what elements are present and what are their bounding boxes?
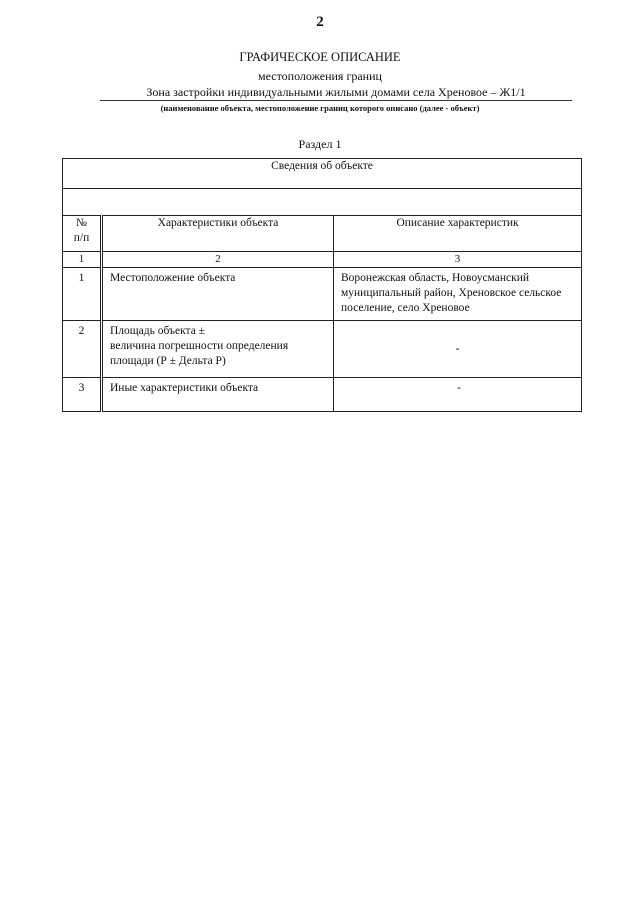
column-number-2: 2 (102, 252, 334, 268)
section-title: Раздел 1 (298, 137, 342, 151)
table-row (63, 268, 582, 321)
column-number-3: 3 (334, 252, 582, 268)
object-name-note: (наименование объекта, местоположение границ которого описано (далее - объект) (160, 103, 480, 113)
page-number: 2 (316, 14, 324, 30)
row-description: - (334, 378, 582, 412)
object-name: Зона застройки индивидуальными жилыми домами села Хреновое – Ж1/1 (146, 85, 526, 99)
row-description: Воронежская область, Новоусманский муниципальный район, Хреновское сельское поселение, село Хреновое (334, 268, 582, 321)
row-characteristic: Иные характеристики объекта (102, 378, 334, 412)
column-number-1: 1 (63, 252, 102, 268)
row-num: 1 (63, 268, 102, 321)
row-description: - (334, 321, 582, 378)
object-info-table (62, 158, 582, 412)
row-num: 2 (63, 321, 102, 378)
column-header-description: Описание характеристик (334, 216, 582, 252)
table-row (63, 378, 582, 412)
row-num: 3 (63, 378, 102, 412)
column-header-num: № п/п (63, 216, 102, 252)
row-characteristic: Площадь объекта ± величина погрешности определения площади (Р ± Дельта Р) (102, 321, 334, 378)
table-header: Сведения об объекте (63, 159, 582, 189)
table-row (63, 321, 582, 378)
document-subtitle: местоположения границ (258, 69, 382, 83)
column-header-characteristic: Характеристики объекта (102, 216, 334, 252)
row-characteristic: Местоположение объекта (102, 268, 334, 321)
document-title: ГРАФИЧЕСКОЕ ОПИСАНИЕ (239, 50, 401, 64)
object-name-underline (100, 100, 572, 101)
table-empty-row (63, 189, 582, 216)
